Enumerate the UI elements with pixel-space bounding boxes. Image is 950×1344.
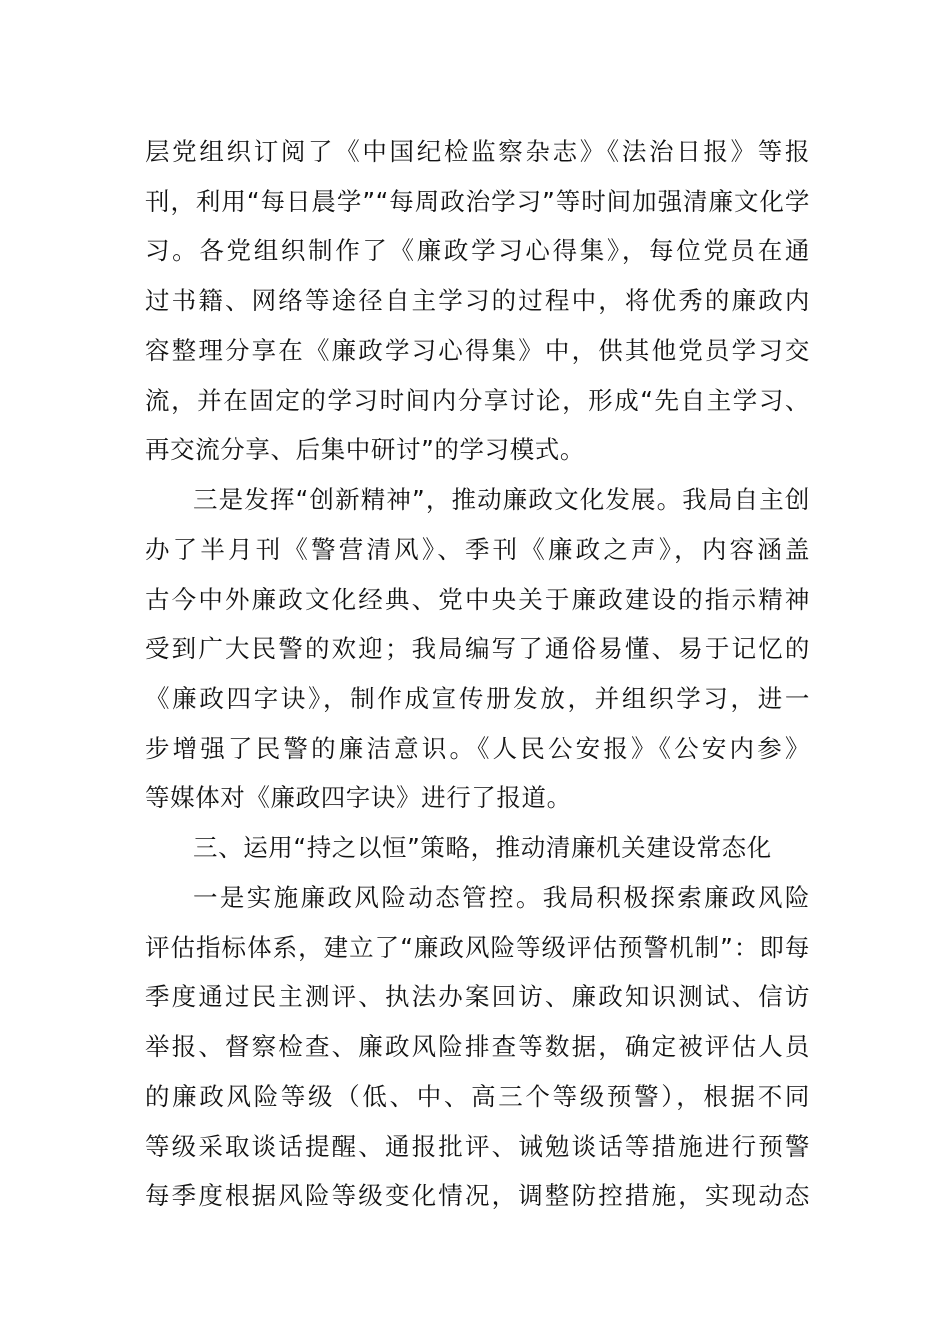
text-line-1: 层党组织订阅了《中国纪检监察杂志》《法治日报》等报	[145, 137, 810, 166]
text-line-5: 容整理分享在《廉政学习心得集》中，供其他党员学习交	[145, 336, 810, 365]
text-line-10: 古今中外廉政文化经典、党中央关于廉政建设的指示精神	[145, 585, 810, 614]
text-line-16: 一是实施廉政风险动态管控。我局积极探索廉政风险	[193, 883, 810, 912]
text-line-8: 三是发挥“创新精神”，推动廉政文化发展。我局自主创	[193, 485, 810, 514]
text-line-14: 等媒体对《廉政四字诀》进行了报道。	[145, 783, 572, 812]
text-line-12: 《廉政四字诀》，制作成宣传册发放，并组织学习，进一	[145, 684, 810, 713]
text-line-20: 的廉政风险等级（低、中、高三个等级预警），根据不同	[145, 1082, 810, 1111]
text-line-6: 流，并在固定的学习时间内分享讨论，形成“先自主学习、	[145, 386, 810, 415]
text-line-13: 步增强了民警的廉洁意识。《人民公安报》《公安内参》	[145, 734, 810, 763]
text-line-22: 每季度根据风险等级变化情况，调整防控措施，实现动态	[145, 1181, 810, 1210]
text-line-21: 等级采取谈话提醒、通报批评、诫勉谈话等措施进行预警	[145, 1132, 810, 1161]
section-heading-3: 三、运用“持之以恒”策略，推动清廉机关建设常态化	[193, 833, 772, 862]
text-line-3: 习。各党组织制作了《廉政学习心得集》，每位党员在通	[145, 236, 810, 265]
text-line-17: 评估指标体系，建立了“廉政风险等级评估预警机制”：即每	[145, 933, 810, 962]
text-line-7: 再交流分享、后集中研讨”的学习模式。	[145, 435, 585, 464]
text-line-2: 刊，利用“每日晨学”“每周政治学习”等时间加强清廉文化学	[145, 187, 810, 216]
text-line-19: 举报、督察检查、廉政风险排查等数据，确定被评估人员	[145, 1032, 810, 1061]
text-line-9: 办了半月刊《警营清风》、季刊《廉政之声》，内容涵盖	[145, 535, 810, 564]
text-line-18: 季度通过民主测评、执法办案回访、廉政知识测试、信访	[145, 982, 810, 1011]
text-line-4: 过书籍、网络等途径自主学习的过程中，将优秀的廉政内	[145, 286, 810, 315]
text-line-11: 受到广大民警的欢迎；我局编写了通俗易懂、易于记忆的	[145, 634, 810, 663]
